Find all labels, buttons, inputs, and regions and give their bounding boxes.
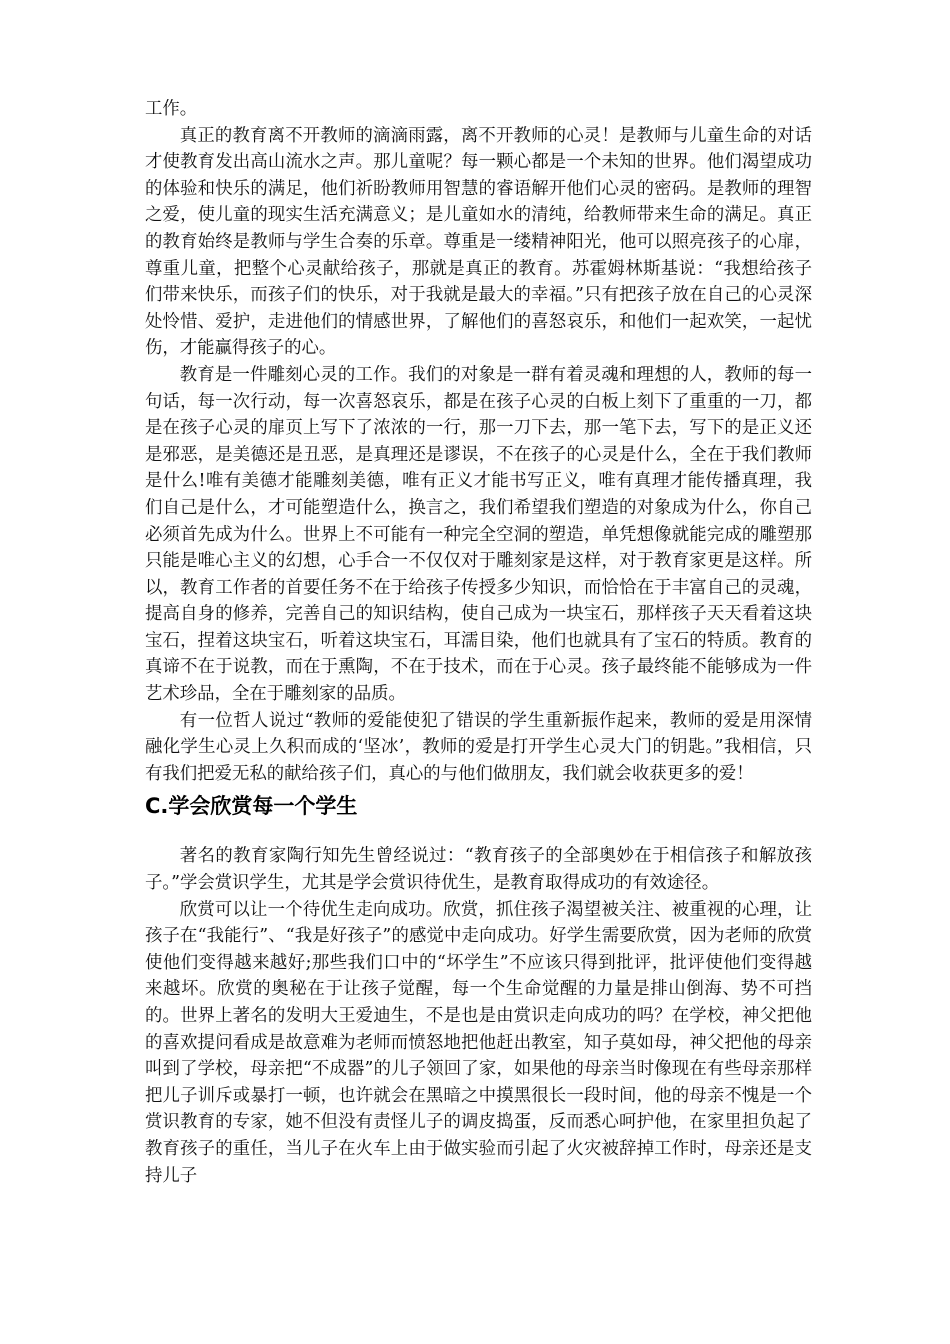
paragraph-appreciation: 欣赏可以让一个待优生走向成功。欣赏，抓住孩子渴望被关注、被重视的心理，让孩子在“我能行”、“我是好孩子”的感觉中走向成功。好学生需要欣赏，因为老师的欣赏使他们变得越来越好;那些我们口中的“坏学生”不应该只得到批评，批评使他们变得越来越坏。欣赏的奥秘在于让孩子觉醒，每一个生命觉醒的力量是排山倒海、势不可挡的。世界上著名的发明大王爱迪生，不是也是由赏识走向成功的吗？在学校，神父把他的喜欢提问看成是故意难为老师而愤怒地把他赶出教室，知子莫如母，神父把他的母亲叫到了学校，母亲把“不成器”的儿子领回了家，如果他的母亲当时像现在有些母亲那样把儿子训斥或暴打一顿，也许就会在黑暗之中摸黑很长一段时间，他的母亲不愧是一个赏识教育的专家，她不但没有责怪儿子的调皮捣蛋，反而悉心呵护他，在家里担负起了教育孩子的重任，当儿子在火车上由于做实验而引起了火灾被辞掉工作时，母亲还是支持儿子	[145, 899, 812, 1186]
paragraph-philosopher-quote: 有一位哲人说过“教师的爱能使犯了错误的学生重新振作起来，教师的爱是用深情融化学生心灵上久积而成的‘坚冰’，教师的爱是打开学生心灵大门的钥匙。”我相信，只有我们把爱无私的献给孩子们，真心的与他们做朋友，我们就会收获更多的爱！	[145, 710, 812, 784]
paragraph-teacher-soul: 真正的教育离不开教师的滴滴雨露，离不开教师的心灵！是教师与儿童生命的对话才使教育发出高山流水之声。那儿童呢？每一颗心都是一个未知的世界。他们渴望成功的体验和快乐的满足，他们祈盼教师用智慧的睿语解开他们心灵的密码。是教师的理智之爱，使儿童的现实生活充满意义；是儿童如水的清纯，给教师带来生命的满足。真正的教育始终是教师与学生合奏的乐章。尊重是一缕精神阳光，他可以照亮孩子的心扉，尊重儿童，把整个心灵献给孩子，那就是真正的教育。苏霍姆林斯基说：“我想给孩子们带来快乐，而孩子们的快乐，对于我就是最大的幸福。”只有把孩子放在自己的心灵深处怜惜、爱护，走进他们的情感世界，了解他们的喜怒哀乐，和他们一起欢笑，一起忧伤，才能赢得孩子的心。	[145, 125, 812, 359]
paragraph-continuation: 工作。	[145, 99, 198, 119]
paragraph-tao-xingzhi: 著名的教育家陶行知先生曾经说过：“教育孩子的全部奥妙在于相信孩子和解放孩子。”学会赏识学生，尤其是学会赏识待优生，是教育取得成功的有效途径。	[145, 846, 812, 894]
document-page	[145, 96, 812, 1189]
paragraph-carving-soul: 教育是一件雕刻心灵的工作。我们的对象是一群有着灵魂和理想的人，教师的每一句话，每一次行动，每一次喜怒哀乐，都是在孩子心灵的白板上刻下了重重的一刀，都是在孩子心灵的扉页上写下了浓浓的一行，那一刀下去，那一笔下去，写下的是正义还是邪恶，是美德还是丑恶，是真理还是谬误，不在孩子的心灵是什么，全在于我们教师是什么!唯有美德才能雕刻美德，唯有正义才能书写正义，唯有真理才能传播真理，我们自己是什么，才可能塑造什么，换言之，我们希望我们塑造的对象成为什么，你自己必须首先成为什么。世界上不可能有一种完全空洞的塑造，单凭想像就能完成的雕塑那只能是唯心主义的幻想，心手合一不仅仅对于雕刻家是这样，对于教育家更是这样。所以，教育工作者的首要任务不在于给孩子传授多少知识，而恰恰在于丰富自己的灵魂，提高自身的修养，完善自己的知识结构，使自己成为一块宝石，那样孩子天天看着这块宝石，捏着这块宝石，听着这块宝石，耳濡目染，他们也就具有了宝石的特质。教育的真谛不在于说教，而在于熏陶，不在于技术，而在于心灵。孩子最终能不能够成为一件艺术珍品，全在于雕刻家的品质。	[145, 364, 812, 705]
section-heading: C.学会欣赏每一个学生	[145, 794, 358, 819]
